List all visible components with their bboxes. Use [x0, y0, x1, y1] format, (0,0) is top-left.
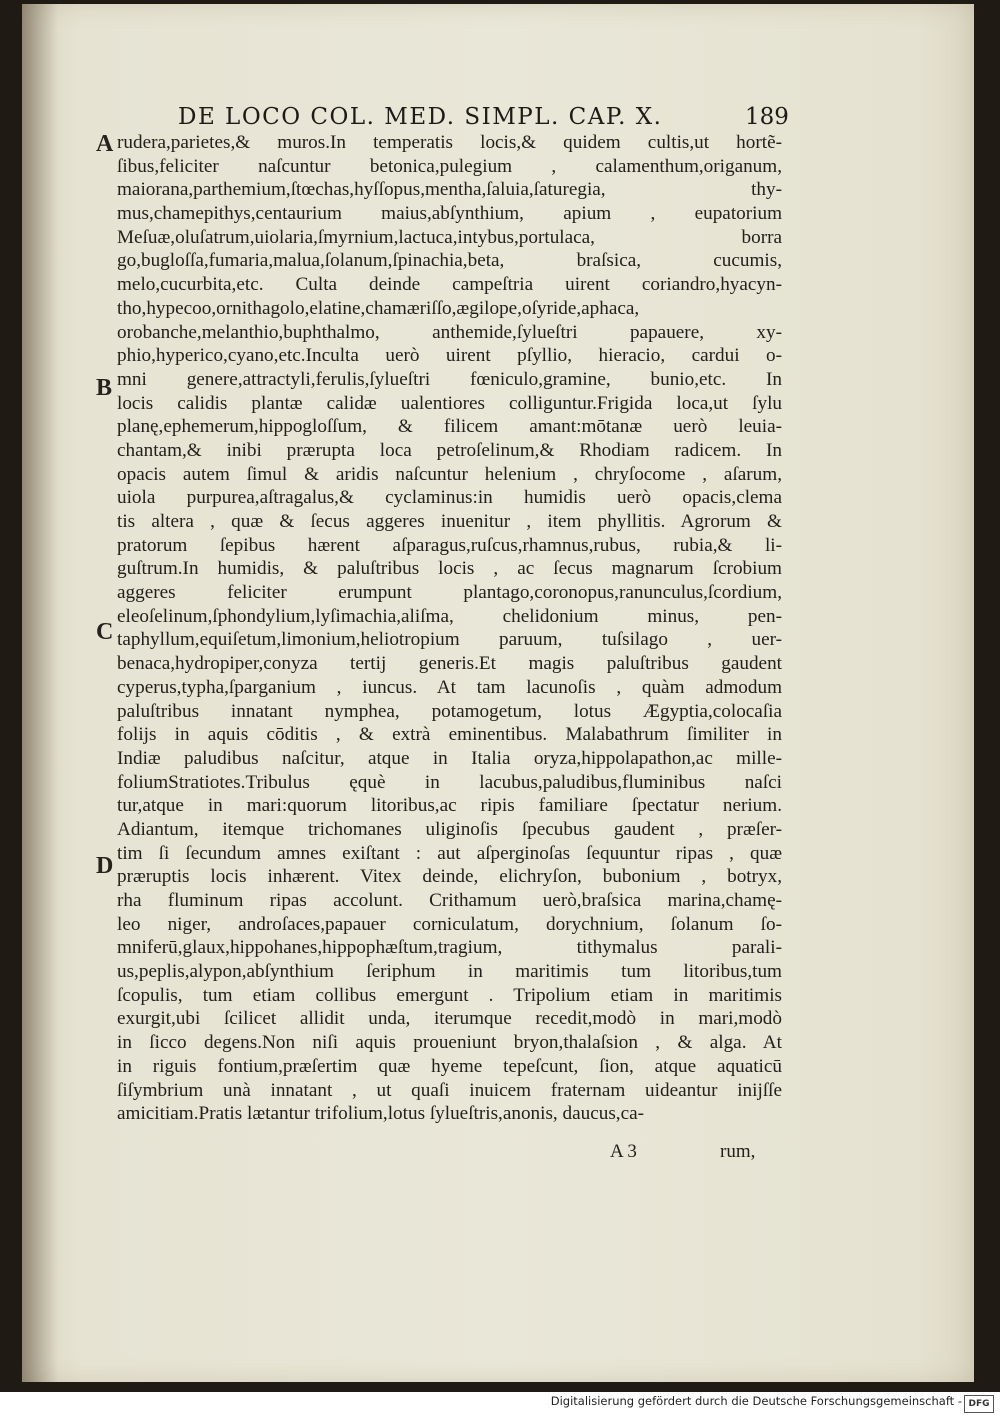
margin-letter-c: C	[96, 619, 114, 645]
text-line: taphyllum,equiſetum,limonium,heliotropium paruum, tuſsilago , uer-	[117, 629, 782, 651]
text-line: ſcopulis, tum etiam collibus emergunt . Tripolium etiam in maritimis	[117, 984, 782, 1006]
text-line: ſiſymbrium unà innatant , ut quaſi inuicem fraternam uideantur inijſſe	[117, 1079, 782, 1101]
text-line: Adiantum, itemque trichomanes uliginoſis ſpecubus gaudent , præſer-	[117, 818, 782, 840]
funding-credit: Digitalisierung gefördert durch die Deutsche Forschungsgemeinschaft -	[550, 1394, 962, 1408]
text-line: exurgit,ubi ſcilicet allidit unda, iterumque recedit,modò in mari,modò	[117, 1008, 782, 1030]
text-line: phio,hyperico,cyano,etc.Inculta uerò uirent pſyllio, hieracio, cardui o-	[117, 345, 782, 367]
text-line: guſtrum.In humidis, & paluſtribus locis , ac ſecus magnarum ſcrobium	[117, 558, 782, 580]
text-line: rudera,parietes,& muros.In temperatis locis,& quidem cultis,ut hortẽ-	[117, 132, 782, 153]
running-title: DE LOCO COL. MED. SIMPL. CAP. X.	[178, 104, 663, 130]
text-line: benaca,hydropiper,conyza tertij generis.Et magis paluſtribus gaudent	[117, 653, 782, 675]
text-line: in riguis fontium,præſertim quæ hyeme tepeſcunt, ſion, atque aquaticū	[117, 1055, 782, 1077]
text-line: tim ſi ſecundum amnes exiſtant : aut aſperginoſas ſequuntur ripas , quæ	[117, 842, 782, 864]
text-line: maiorana,parthemium,ſtœchas,hyſſopus,mentha,ſaluia,ſaturegia, thy-	[117, 179, 782, 201]
text-line: Indiæ paludibus naſcitur, atque in Italia oryza,hippolapathon,ac mille-	[117, 747, 782, 769]
text-line: mniferū,glaux,hippohanes,hippophæſtum,tragium, tithymalus parali-	[117, 937, 782, 959]
signature-mark: A 3	[610, 1141, 637, 1162]
text-line: folijs in aquis cōditis , & extrà eminentibus. Malabathrum ſimiliter in	[117, 724, 782, 746]
text-line: tho,hypecoo,ornithagolo,elatine,chamæriſſo,ægilope,oſyride,aphaca,	[117, 297, 640, 319]
text-line: paluſtribus innatant nymphea, potamogetum, lotus Ægyptia,colocaſia	[117, 700, 782, 722]
footer-bar	[0, 1392, 1000, 1415]
text-line: go,bugloſſa,fumaria,malua,ſolanum,ſpinachia,beta, braſsica, cucumis,	[117, 250, 782, 272]
text-line: tis altera , quæ & ſecus aggeres inuenitur , item phyllitis. Agrorum &	[117, 511, 782, 532]
text-line: ſibus,feliciter naſcuntur betonica,pulegium , calamenthum,origanum,	[117, 155, 782, 177]
text-line: aggeres feliciter erumpunt plantago,coronopus,ranunculus,ſcordium,	[117, 582, 782, 604]
text-line: orobanche,melanthio,buphthalmo, anthemide,ſylueſtri papauere, xy-	[117, 321, 782, 343]
page-number: 189	[745, 104, 789, 130]
gutter-shadow	[22, 4, 58, 1382]
text-line: foliumStratiotes.Tribulus ęquè in lacubus,paludibus,fluminibus naſci	[117, 771, 782, 793]
text-line: opacis autem ſimul & aridis naſcuntur helenium , chryſocome , aſarum,	[117, 463, 782, 485]
text-line: chantam,& inibi prærupta loca petroſelinum,& Rhodiam radicem. In	[117, 439, 782, 461]
margin-letter-b: B	[96, 375, 113, 401]
text-line: Meſuæ,oluſatrum,uiolaria,ſmyrnium,lactuca,intybus,portulaca, borra	[117, 226, 782, 248]
body-text	[117, 131, 782, 1126]
text-line: præruptis locis inhærent. Vitex deinde, elichryſon, bubonium , botryx,	[117, 866, 782, 888]
catchword: rum,	[720, 1141, 756, 1162]
text-line: eleoſelinum,ſphondylium,lyſimachia,aliſma, chelidonium minus, pen-	[117, 605, 782, 627]
text-line: mus,chamepithys,centaurium maius,abſynthium, apium , eupatorium	[117, 203, 782, 225]
text-line: rha fluminum ripas accolunt. Crithamum uerò,braſsica marina,chamę-	[117, 890, 782, 911]
text-line: mni genere,attractyli,ferulis,ſylueſtri fœniculo,gramine, bunio,etc. In	[117, 368, 782, 390]
text-line: pratorum ſepibus hærent aſparagus,ruſcus,rhamnus,rubus, rubia,& li-	[117, 534, 782, 556]
text-line: us,peplis,alypon,abſynthium ſeriphum in maritimis tum litoribus,tum	[117, 961, 782, 983]
text-line: planę,ephemerum,hippogloſſum, & filicem amant:mōtanæ uerò leuia-	[117, 416, 782, 438]
text-line: leo niger, androſaces,papauer corniculatum, dorychnium, ſolanum ſo-	[117, 913, 782, 935]
text-line: cyperus,typha,ſparganium , iuncus. At tam lacunoſis , quàm admodum	[117, 676, 782, 698]
dfg-logo: DFG	[964, 1395, 994, 1413]
text-line: amicitiam.Pratis lætantur trifolium,lotus ſylueſtris,anonis, daucus,ca-	[117, 1103, 645, 1125]
text-line: tur,atque in mari:quorum litoribus,ac ripis familiare ſpectatur nerium.	[117, 795, 782, 817]
text-line: in ſicco degens.Non niſi aquis proueniunt bryon,thalaſsion , & alga. At	[117, 1032, 782, 1054]
margin-letter-a: A	[96, 131, 114, 157]
text-line: locis calidis plantæ calidæ ualentiores colliguntur.Frigida loca,ut ſylu	[117, 392, 782, 414]
margin-letter-d: D	[96, 853, 114, 879]
text-line: melo,cucurbita,etc. Culta deinde campeſtria uirent coriandro,hyacyn-	[117, 274, 782, 296]
text-line: uiola purpurea,aſtragalus,& cyclaminus:in humidis uerò opacis,clema	[117, 487, 782, 509]
